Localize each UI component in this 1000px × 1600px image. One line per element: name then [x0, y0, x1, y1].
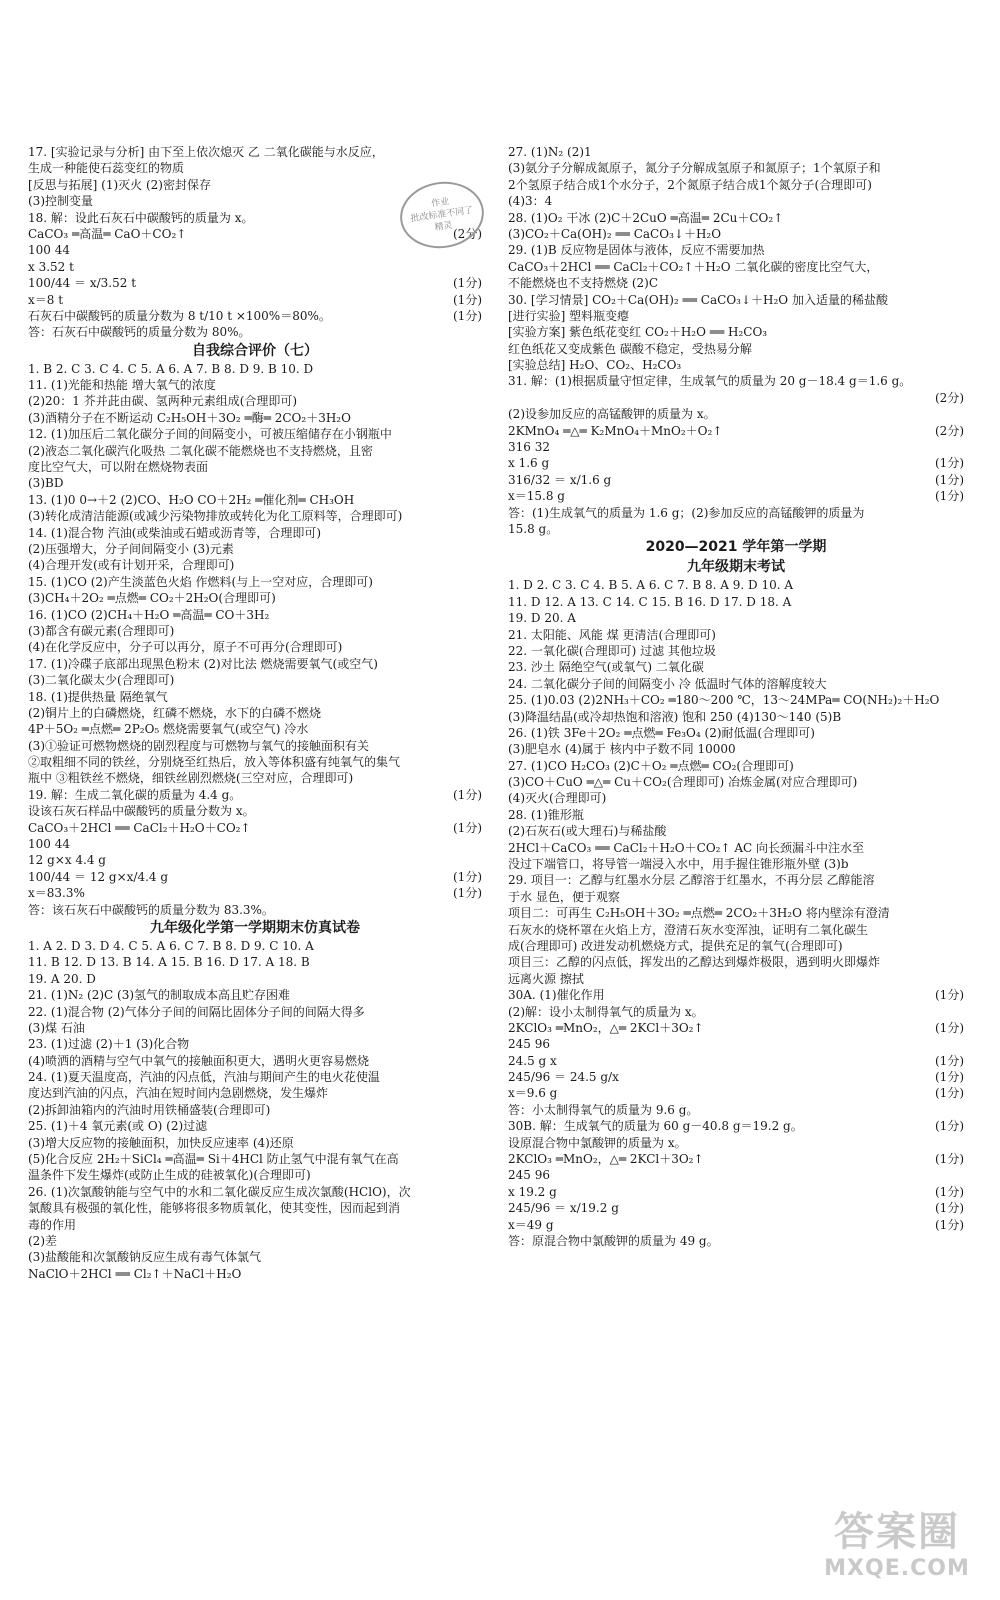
answer-text: 4P＋5O₂ ═点燃═ 2P₂O₅ 燃烧需要氧气(或空气) 冷水 — [28, 722, 309, 737]
answer-text: 22. 一氧化碳(合理即可) 过滤 其他垃圾 — [508, 643, 716, 658]
answer-line — [508, 1085, 964, 1101]
answer-line — [508, 922, 964, 938]
answer-text: 设原混合物中氯酸钾的质量为 x。 — [508, 1135, 687, 1150]
answer-line — [508, 1053, 964, 1069]
answer-line — [28, 574, 482, 590]
answer-text: (3)肥皂水 (4)属于 核内中子数不同 10000 — [508, 742, 736, 757]
answer-line — [508, 1184, 964, 1200]
answer-text: [实验方案] 紫色纸花变红 CO₂＋H₂O ══ H₂CO₃ — [508, 325, 768, 340]
answer-line — [508, 872, 964, 888]
answer-line — [28, 1184, 482, 1200]
answer-line — [28, 242, 482, 258]
answer-line — [508, 390, 964, 406]
answer-text: 29. 项目一：乙醇与红墨水分层 乙醇溶于红墨水，不再分层 乙醇能溶 — [508, 873, 875, 888]
score-mark: (1分) — [453, 886, 482, 901]
answer-text: 100/44 ＝ 12 g×x/4.4 g — [28, 869, 169, 884]
answer-text: 度比空气大，可以附在燃烧物表面 — [28, 460, 209, 475]
answer-text: (3)①验证可燃物燃烧的剧烈程度与可燃物与氧气的接触面积有关 — [28, 738, 370, 753]
score-mark: (1分) — [935, 1184, 964, 1199]
answer-text: (3)都含有碳元素(合理即可) — [28, 623, 175, 638]
answer-line — [28, 885, 482, 901]
answer-line — [508, 210, 964, 226]
answer-line — [508, 807, 964, 823]
answer-line — [508, 144, 964, 160]
answer-line — [508, 521, 964, 537]
answer-text: (3)二氧化碳太少(合理即可) — [28, 673, 175, 688]
answer-text: 2HCl＋CaCO₃ ══ CaCl₂＋H₂O＋CO₂↑ AC 向长颈漏斗中注水至 — [508, 840, 865, 855]
answer-line — [508, 725, 964, 741]
answer-text: 17. (1)冷碟子底部出现黑色粉末 (2)对比法 燃烧需要氧气(或空气) — [28, 656, 378, 671]
answer-text: 没过下端管口，将导管一端浸入水中，用手握住锥形瓶外壁 (3)b — [508, 857, 849, 872]
answer-line — [508, 758, 964, 774]
answer-text: 30B. 解：生成氧气的质量为 60 g－40.8 g＝19.2 g。 — [508, 1119, 803, 1134]
answer-line — [28, 492, 482, 508]
answer-line — [28, 770, 482, 786]
answer-line — [508, 774, 964, 790]
answer-line — [28, 656, 482, 672]
answer-text: 2KClO₃ ═MnO₂，△═ 2KCl＋3O₂↑ — [508, 1152, 704, 1167]
answer-line — [508, 406, 964, 422]
answer-text: 24.5 g x — [508, 1053, 557, 1068]
answer-line — [508, 1118, 964, 1134]
answer-line — [508, 1233, 964, 1249]
answer-text: 19. 解：生成二氧化碳的质量为 4.4 g。 — [28, 787, 242, 802]
score-mark: (2分) — [935, 423, 964, 438]
answer-text: 21. (1)N₂ (2)C (3)氢气的制取成本高且贮存困难 — [28, 988, 291, 1003]
answer-line — [28, 275, 482, 291]
answer-text: 16. (1)CO (2)CH₄＋H₂O ═高温═ CO＋3H₂ — [28, 607, 270, 622]
answer-text: 瓶中 ③粗铁丝不燃烧，细铁丝剧烈燃烧(三空对应，合理即可) — [28, 771, 354, 786]
watermark-url: MXQE.COM — [824, 1556, 970, 1581]
answer-line — [508, 577, 964, 593]
answer-text: (2)解：设小太制得氧气的质量为 x。 — [508, 1004, 704, 1019]
answer-text: (3)转化成清洁能源(或减少污染物排放或转化为化工原料等，合理即可) — [28, 509, 403, 524]
answer-line — [28, 361, 482, 377]
answer-text: 11. D 12. A 13. C 14. C 15. B 16. D 17. D 18. A — [508, 594, 792, 609]
answer-line — [508, 275, 964, 291]
answer-line — [508, 971, 964, 987]
answer-line — [28, 954, 482, 970]
watermark-title: 答案圈 — [834, 1509, 960, 1555]
answer-line — [28, 938, 482, 954]
answer-line — [508, 472, 964, 488]
answer-line — [508, 1200, 964, 1216]
answer-text: (3)煤 石油 — [28, 1020, 85, 1035]
answer-line — [28, 787, 482, 803]
answer-line — [28, 1200, 482, 1216]
answer-line — [28, 324, 482, 340]
answer-line — [508, 659, 964, 675]
score-mark: (1分) — [453, 787, 482, 802]
answer-text: 答：石灰石中碳酸钙的质量分数为 80%。 — [28, 325, 251, 340]
score-mark: (1分) — [935, 1070, 964, 1085]
answer-line — [28, 639, 482, 655]
answer-text: ②取粗细不同的铁丝，分别烧至红热后，放入等体积盛有纯氧气的集气 — [28, 755, 401, 770]
answer-text: 石灰石中碳酸钙的质量分数为 8 t/10 t ×100%＝80%。 — [28, 308, 331, 323]
answer-line — [28, 144, 482, 160]
answer-text: 2KMnO₄ ═△═ K₂MnO₄＋MnO₂＋O₂↑ — [508, 423, 723, 438]
answer-text: 24. (1)夏天温度高，汽油的闪点低，汽油与期间产生的电火花使温 — [28, 1070, 380, 1085]
answer-text: x 1.6 g — [508, 456, 550, 471]
answer-text: 11. B 12. D 13. B 14. A 15. B 16. D 17. A 18. B — [28, 955, 310, 970]
answer-text: (3)盐酸能和次氯酸钠反应生成有毒气体氯气 — [28, 1250, 261, 1265]
section-heading: 九年级期末考试 — [687, 559, 785, 576]
answer-text: 红色纸花又变成紫色 碳酸不稳定，受热易分解 — [508, 341, 752, 356]
answer-line — [28, 754, 482, 770]
answer-line — [28, 1135, 482, 1151]
answer-line — [508, 1217, 964, 1233]
answer-line — [28, 672, 482, 688]
answer-text: 项目三：乙醇的闪点低，挥发出的乙醇达到爆炸极限，遇到明火即爆炸 — [508, 955, 881, 970]
answer-line — [508, 292, 964, 308]
answer-text: (4)合理开发(或有计划开采，合理即可) — [28, 558, 235, 573]
answer-text: 100 44 — [28, 243, 70, 258]
answer-text: x 3.52 t — [28, 259, 74, 274]
answer-text: (2)差 — [28, 1234, 57, 1248]
score-mark: (1分) — [935, 1119, 964, 1134]
score-mark: (1分) — [935, 1020, 964, 1035]
answer-line — [508, 676, 964, 692]
answer-text: 18. 解：设此石灰石中碳酸钙的质量为 x。 — [28, 210, 254, 225]
answer-text: x＝83.3% — [28, 886, 85, 901]
answer-line — [508, 627, 964, 643]
answer-text: 100/44 ＝ x/3.52 t — [28, 276, 137, 291]
answer-text: (4)在化学反应中，分子可以再分，原子不可再分(合理即可) — [28, 640, 343, 655]
answer-text: (3)控制变量 — [28, 194, 93, 209]
score-mark: (1分) — [935, 1053, 964, 1068]
answer-text: 15.8 g。 — [508, 521, 559, 536]
answer-line — [28, 1036, 482, 1052]
answer-line — [28, 705, 482, 721]
answer-line — [28, 475, 482, 491]
score-mark: (1分) — [935, 1152, 964, 1167]
answer-line — [508, 242, 964, 258]
score-mark: (2分) — [453, 226, 482, 241]
score-mark: (1分) — [935, 456, 964, 471]
answer-text: 毒的作用 — [28, 1217, 77, 1232]
answer-text: x＝8 t — [28, 292, 64, 307]
right-column — [508, 144, 964, 1249]
answer-text: x＝9.6 g — [508, 1086, 558, 1101]
answer-line — [508, 954, 964, 970]
answer-line — [28, 443, 482, 459]
score-mark: (1分) — [453, 292, 482, 307]
answer-line — [508, 488, 964, 504]
answer-text: 设该石灰石样品中碳酸钙的质量分数为 x。 — [28, 804, 255, 819]
answer-line — [508, 439, 964, 455]
answer-line — [28, 426, 482, 442]
answer-line — [28, 1085, 482, 1101]
answer-line — [28, 1217, 482, 1233]
score-mark: (2分) — [935, 390, 964, 405]
answer-line — [508, 905, 964, 921]
answer-line — [508, 1004, 964, 1020]
answer-line — [28, 721, 482, 737]
score-mark: (1分) — [935, 489, 964, 504]
answer-line — [28, 459, 482, 475]
answer-text: 23. (1)过滤 (2)＋1 (3)化合物 — [28, 1037, 190, 1052]
answer-text: 27. (1)N₂ (2)1 — [508, 145, 592, 159]
answer-text: 25. (1)0.03 (2)2NH₃＋CO₂ ═180～200 ℃，13～24MPa═ CO(NH₂)₂＋H₂O — [508, 693, 940, 708]
score-mark: (1分) — [935, 988, 964, 1003]
answer-line — [28, 971, 482, 987]
answer-text: 石灰水的烧杯罩在火焰上方，澄清石灰水变浑浊，证明有二氧化碳生 — [508, 922, 869, 937]
answer-line — [508, 308, 964, 324]
answer-text: 31. 解：(1)根据质量守恒定律，生成氧气的质量为 20 g－18.4 g＝1.6 g。 — [508, 374, 912, 389]
answer-line — [28, 393, 482, 409]
answer-text: 245/96 ＝ 24.5 g/x — [508, 1070, 619, 1085]
answer-text: 2个氢原子结合成1个水分子，2个氮原子结合成1个氮分子(合理即可) — [508, 177, 872, 192]
answer-text: 远离火源 擦拭 — [508, 971, 584, 986]
answer-text: (2)液态二氧化碳汽化吸热 二氧化碳不能燃烧也不支持燃烧，且密 — [28, 443, 373, 458]
answer-line — [28, 623, 482, 639]
answer-line — [508, 856, 964, 872]
answer-line — [28, 1102, 482, 1118]
answer-text: 1. B 2. C 3. C 4. C 5. A 6. A 7. B 8. D 9. B 10. D — [28, 361, 314, 376]
answer-line — [508, 643, 964, 659]
answer-line — [508, 1020, 964, 1036]
answer-text: (5)化合反应 2H₂＋SiCl₄ ═高温═ Si＋4HCl 防止氢气中混有氧气在高 — [28, 1152, 399, 1167]
score-mark: (1分) — [453, 869, 482, 884]
answer-line — [28, 1118, 482, 1134]
answer-text: CaCO₃＋2HCl ══ CaCl₂＋H₂O＋CO₂↑ — [28, 820, 251, 835]
answer-line — [28, 525, 482, 541]
score-mark: (1分) — [935, 472, 964, 487]
answer-text: (3)增大反应物的接触面积，加快反应速率 (4)还原 — [28, 1135, 294, 1150]
answer-line — [28, 1151, 482, 1167]
score-mark: (1分) — [935, 1217, 964, 1232]
answer-text: 30. [学习情景] CO₂＋Ca(OH)₂ ══ CaCO₃↓＋H₂O 加入适量的稀盐酸 — [508, 292, 888, 307]
answer-line — [28, 803, 482, 819]
answer-text: 245 96 — [508, 1168, 550, 1183]
answer-text: 316 32 — [508, 440, 550, 455]
answer-text: (3)降温结晶(或冷却热饱和溶液) 饱和 250 (4)130～140 (5)B — [508, 709, 842, 724]
answer-text: CaCO₃＋2HCl ══ CaCl₂＋CO₂↑＋H₂O 二氧化碳的密度比空气大， — [508, 259, 879, 274]
answer-line — [28, 1167, 482, 1183]
answer-line — [28, 836, 482, 852]
answer-line — [508, 889, 964, 905]
section-heading: 自我综合评价（七） — [192, 342, 318, 359]
answer-text: 15. (1)CO (2)产生淡蓝色火焰 作燃料(与上一空对应，合理即可) — [28, 574, 373, 589]
answer-text: 22. (1)混合物 (2)气体分子间的间隔比固体分子间的间隔大得多 — [28, 1004, 365, 1019]
answer-text: 316/32 ＝ x/1.6 g — [508, 472, 612, 487]
answer-line — [508, 357, 964, 373]
answer-line — [508, 324, 964, 340]
answer-text: [进行实验] 塑料瓶变瘪 — [508, 308, 630, 323]
answer-line — [508, 823, 964, 839]
answer-text: 245/96 ＝ x/19.2 g — [508, 1201, 619, 1216]
answer-text: (2)石灰石(或大理石)与稀盐酸 — [508, 824, 667, 839]
answer-line — [28, 607, 482, 623]
answer-text: 答：(1)生成氧气的质量为 1.6 g；(2)参加反应的高锰酸钾的质量为 — [508, 505, 865, 520]
answer-text: 氯酸具有极强的氧化性，能够将很多物质氧化，使其变性，因而起到消 — [28, 1201, 401, 1216]
answer-line — [28, 377, 482, 393]
answer-line — [508, 455, 964, 471]
answer-text: 项目二：可再生 C₂H₅OH＋3O₂ ═点燃═ 2CO₂＋3H₂O 将内壁涂有澄清 — [508, 906, 890, 921]
answer-text: 28. (1)锥形瓶 — [508, 807, 584, 822]
answer-line — [508, 1102, 964, 1118]
left-column — [28, 144, 482, 1282]
answer-text: 14. (1)混合物 汽油(或柴油或石蜡或沥青等，合理即可) — [28, 525, 322, 540]
answer-text: 成(合理即可) 改进发动机燃烧方式，提供充足的氧气(合理即可) — [508, 938, 843, 953]
answer-line — [508, 160, 964, 176]
answer-line — [508, 373, 964, 389]
answer-text: 25. (1)＋4 氧元素(或 O) (2)过滤 — [28, 1119, 208, 1134]
answer-line — [28, 292, 482, 308]
answer-line — [508, 193, 964, 209]
answer-line — [508, 1036, 964, 1052]
answer-line — [28, 820, 482, 836]
answer-text: 12 g×x 4.4 g — [28, 853, 106, 868]
answer-text: 13. (1)0 0→＋2 (2)CO、H₂O CO＋2H₂ ═催化剂═ CH₃OH — [28, 492, 355, 507]
section-heading: 九年级化学第一学期期末仿真试卷 — [150, 919, 360, 936]
answer-line — [508, 1167, 964, 1183]
answer-text: 19. D 20. A — [508, 611, 576, 626]
answer-text: 2KClO₃ ═MnO₂，△═ 2KCl＋3O₂↑ — [508, 1020, 704, 1035]
answer-line — [508, 741, 964, 757]
answer-line — [28, 590, 482, 606]
answer-text: 1. A 2. D 3. D 4. C 5. A 6. C 7. B 8. D 9. C 10. A — [28, 938, 314, 953]
answer-text: (4)3：4 — [508, 194, 553, 209]
score-mark: (1分) — [453, 308, 482, 323]
answer-text: x＝49 g — [508, 1217, 554, 1232]
answer-line — [508, 1151, 964, 1167]
answer-text: 29. (1)B 反应物是固体与液体，反应不需要加热 — [508, 243, 765, 258]
answer-text: 245 96 — [508, 1037, 550, 1052]
answer-line — [28, 1233, 482, 1249]
answer-text: (2)设参加反应的高锰酸钾的质量为 x。 — [508, 407, 716, 422]
answer-text: (2)拆卸油箱内的汽油时用铁桶盛装(合理即可) — [28, 1102, 271, 1117]
answer-line — [28, 902, 482, 918]
score-mark: (1分) — [453, 276, 482, 291]
answer-text: 11. (1)光能和热能 增大氧气的浓度 — [28, 378, 216, 393]
answer-text: 30A. (1)催化作用 — [508, 988, 605, 1003]
answer-text: (3)BD — [28, 476, 64, 491]
answer-text: 28. (1)O₂ 干冰 (2)C＋2CuO ═高温═ 2Cu＋CO₂↑ — [508, 210, 784, 225]
answer-text: 生成一种能使石蕊变红的物质 — [28, 161, 185, 176]
answer-text: (4)喷洒的酒精与空气中氧气的接触面积更大，遇明火更容易燃烧 — [28, 1053, 370, 1068]
answer-text: NaClO＋2HCl ══ Cl₂↑＋NaCl＋H₂O — [28, 1266, 242, 1281]
answer-line — [508, 840, 964, 856]
answer-text: 17. [实验记录与分析] 由下至上依次熄灭 乙 二氧化碳能与水反应， — [28, 145, 384, 159]
answer-text: [实验总结] H₂O、CO₂、H₂CO₃ — [508, 358, 682, 373]
answer-text: 18. (1)提供热量 隔绝氧气 — [28, 689, 168, 704]
answer-line — [28, 1266, 482, 1282]
answer-line — [28, 259, 482, 275]
score-mark: (1分) — [453, 820, 482, 835]
answer-line — [508, 226, 964, 242]
answer-text: (4)灭火(合理即可) — [508, 791, 607, 806]
answer-text: CaCO₃ ═高温═ CaO＋CO₂↑ — [28, 226, 187, 241]
answer-text: 23. 沙土 隔绝空气(或氧气) 二氧化碳 — [508, 660, 704, 675]
answer-line — [508, 259, 964, 275]
answer-line — [28, 308, 482, 324]
answer-text: (2)压强增大，分子间间隔变小 (3)元素 — [28, 541, 234, 556]
answer-text: 27. (1)CO H₂CO₃ (2)C＋O₂ ═点燃═ CO₂(合理即可) — [508, 758, 794, 773]
answer-line — [508, 341, 964, 357]
answer-text: 度达到汽油的闪点，汽油在短时间内急剧燃烧，发生爆炸 — [28, 1086, 329, 1101]
answer-text: [反思与拓展] (1)灭火 (2)密封保存 — [28, 177, 211, 192]
answer-text: 答：小太制得氧气的质量为 9.6 g。 — [508, 1102, 699, 1117]
answer-line — [28, 689, 482, 705]
answer-line — [28, 1069, 482, 1085]
answer-line — [508, 594, 964, 610]
answer-line — [28, 541, 482, 557]
answer-text: 答：原混合物中氯酸钾的质量为 49 g。 — [508, 1234, 719, 1248]
answer-text: 答：该石灰石中碳酸钙的质量分数为 83.3%。 — [28, 902, 274, 917]
answer-line — [28, 410, 482, 426]
answer-text: 26. (1)铁 3Fe＋2O₂ ═点燃═ Fe₃O₄ (2)耐低温(合理即可) — [508, 725, 815, 740]
answer-line — [28, 852, 482, 868]
homework-stamp: 作业 批改标准不同了 精灵 — [396, 176, 488, 253]
answer-line — [508, 177, 964, 193]
answer-line — [28, 1053, 482, 1069]
answer-text: 21. 太阳能、风能 煤 更清洁(合理即可) — [508, 627, 716, 642]
answer-text: 24. 二氧化碳分子间的间隔变小 冷 低温时气体的溶解度较大 — [508, 676, 827, 691]
answer-text: 26. (1)次氯酸钠能与空气中的水和二氧化碳反应生成次氯酸(HClO)，次 — [28, 1184, 411, 1199]
answer-line — [28, 557, 482, 573]
answer-line — [508, 610, 964, 626]
answer-text: (3)CO₂＋Ca(OH)₂ ══ CaCO₃↓＋H₂O — [508, 226, 722, 241]
answer-line — [508, 709, 964, 725]
answer-line — [28, 1020, 482, 1036]
answer-line — [28, 160, 482, 176]
answer-line — [508, 692, 964, 708]
answer-line — [508, 505, 964, 521]
answer-text: 于水 显色，便于观察 — [508, 889, 620, 904]
answer-text: 19. A 20. D — [28, 971, 96, 986]
answer-text: 100 44 — [28, 837, 70, 852]
score-mark: (1分) — [935, 1086, 964, 1101]
answer-text: 温条件下发生爆炸(或防止生成的硅被氧化)(合理即可) — [28, 1168, 311, 1183]
answer-line — [508, 1135, 964, 1151]
answer-text: (3)氨分子分解成氮原子，氮分子分解成氢原子和氮原子；1个氧原子和 — [508, 161, 881, 176]
answer-line — [508, 987, 964, 1003]
score-mark: (1分) — [935, 1201, 964, 1216]
answer-line — [28, 738, 482, 754]
answer-text: 1. D 2. C 3. C 4. B 5. A 6. C 7. B 8. A 9. D 10. A — [508, 578, 794, 593]
answer-line — [508, 1069, 964, 1085]
answer-text: 12. (1)加压后二氧化碳分子间的间隔变小，可被压缩储存在小钢瓶中 — [28, 427, 392, 442]
answer-line — [28, 987, 482, 1003]
answer-line — [28, 869, 482, 885]
answer-text: x 19.2 g — [508, 1184, 557, 1199]
site-watermark — [812, 1508, 982, 1588]
answer-line — [508, 423, 964, 439]
answer-text: (3)酒精分子在不断运动 C₂H₅OH＋3O₂ ═酶═ 2CO₂＋3H₂O — [28, 410, 351, 425]
section-heading: 2020—2021 学年第一学期 — [645, 539, 827, 556]
answer-line — [508, 790, 964, 806]
answer-text: x＝15.8 g — [508, 489, 565, 504]
answer-text: 不能燃烧也不支持燃烧 (2)C — [508, 276, 658, 291]
answer-text: (3)CO＋CuO ═△═ Cu＋CO₂(合理即可) 冶炼金属(对应合理即可) — [508, 775, 858, 790]
answer-text: (3)CH₄＋2O₂ ═点燃═ CO₂＋2H₂O(合理即可) — [28, 591, 276, 606]
answer-text: (2)铜片上的白磷燃烧，红磷不燃烧，水下的白磷不燃烧 — [28, 705, 322, 720]
answer-text: (2)20：1 芥并茈由碳、氢两种元素组成(合理即可) — [28, 394, 298, 409]
answer-line — [28, 1249, 482, 1265]
answer-line — [508, 938, 964, 954]
answer-line — [28, 1004, 482, 1020]
answer-line — [28, 508, 482, 524]
